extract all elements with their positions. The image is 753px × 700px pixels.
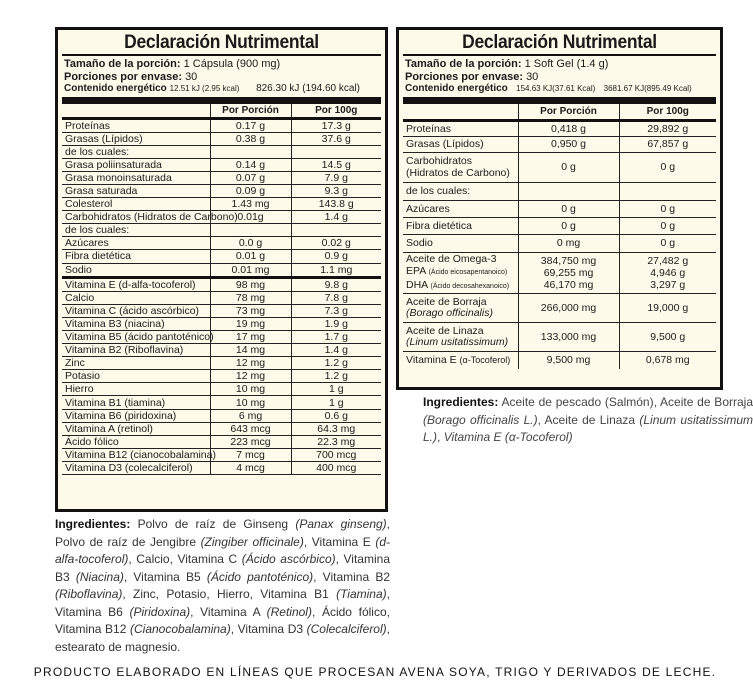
per-portion-value: 0.17 g [210, 118, 291, 132]
table-row [62, 250, 381, 263]
portions-label: Porciones por envase: [64, 70, 182, 83]
nutrient-table-right [403, 104, 716, 370]
per-portion-value: 223 mcg [210, 435, 291, 448]
per-portion-value: 0 g [518, 200, 619, 217]
nutrient-name: DHA [406, 278, 428, 291]
table-row [403, 234, 716, 252]
per-100g-value: 1.2 g [291, 370, 381, 383]
table-row [62, 304, 381, 317]
per-100g-value: 9.8 g [291, 277, 381, 291]
per-portion-value: 643 mcg [210, 422, 291, 435]
col-header-100g: Por 100g [619, 104, 716, 121]
per-100g-value: 1 g [291, 396, 381, 409]
energy-100g: 826.30 kJ (194.60 kcal) [256, 83, 361, 94]
per-100g-value: 0.02 g [291, 237, 381, 250]
per-100g-value: 67,857 g [619, 136, 716, 152]
portions-value: 30 [185, 70, 198, 83]
per-100g-value: 0 g [619, 152, 716, 182]
per-100g-value: 9,500 g [619, 322, 716, 351]
table-row [62, 263, 381, 277]
serving-value: 1 Cápsula (900 mg) [183, 58, 281, 70]
ingredients-segment: , Ácido fólico, Vitamina B12 [55, 604, 390, 636]
table-row [62, 145, 381, 158]
per-portion-value [210, 224, 291, 237]
per-portion-value [210, 145, 291, 158]
serving-label: Tamaño de la porción: [64, 58, 181, 70]
ingredients-segment: , Vitamina E [303, 534, 376, 549]
nutrient-name: Vitamina B6 (piridoxina) [62, 409, 210, 422]
per-portion-value: 0.14 g [210, 158, 291, 171]
ingredients-segment: , [437, 430, 444, 444]
table-row [62, 132, 381, 145]
portions-label: Porciones por envase: [405, 70, 523, 83]
table-row [62, 237, 381, 250]
per-100g-value: 400 mcg [291, 461, 381, 474]
per-100g-value: 1.4 g [291, 344, 381, 357]
per-100g-value: 0.6 g [291, 409, 381, 422]
per-100g-value: 7.8 g [291, 291, 381, 304]
table-row [62, 331, 381, 344]
nutrient-name: Vitamina B1 (tiamina) [62, 396, 210, 409]
serving-label: Tamaño de la porción: [405, 58, 522, 70]
energy-label: Contenido energético [64, 83, 167, 94]
per-portion-value: 0,418 g [518, 120, 619, 136]
table-body [62, 118, 381, 475]
per-100g-value: 3,297 g [650, 278, 686, 291]
per-100g-value: 0,678 mg [619, 351, 716, 369]
table-body [403, 120, 716, 369]
nutrient-name: Vitamina B5 (ácido pantoténico) [62, 331, 210, 344]
per-portion-value: 17 mg [210, 331, 291, 344]
per-portion-value: 6 mg [210, 409, 291, 422]
per-portion-value: 7 mcg [210, 448, 291, 461]
per-100g-value: 27,482 g [647, 254, 689, 267]
ingredients-segment: (Riboflavina) [55, 587, 123, 601]
nutrient-name: Sodio [403, 234, 518, 252]
per-100g-value: 37.6 g [291, 132, 381, 145]
table-row [403, 136, 716, 152]
per-100g-value: 9.3 g [291, 184, 381, 197]
nutrient-name: Hierro [62, 383, 210, 396]
nutrient-name: Vitamina E [406, 354, 457, 367]
nutrient-name: Vitamina B2 (Riboflavina) [62, 344, 210, 357]
nutrient-table-left [62, 104, 381, 476]
nutrient-name: Sodio [62, 263, 210, 277]
per-portion-value: 73 mg [210, 304, 291, 317]
table-row [403, 152, 716, 182]
ingredients-segment: , estearato de magnesio. [55, 622, 390, 654]
per-portion-value: 0 g [518, 217, 619, 234]
ingredients-segment: (Retinol) [266, 604, 312, 619]
ingredients-segment: (Colecalciferol) [306, 622, 387, 636]
ingredients-segment: (d-alfa-tocoferol) [55, 534, 391, 566]
ingredients-label: Ingredientes: [423, 395, 499, 409]
table-row [62, 158, 381, 171]
table-row [403, 200, 716, 217]
per-100g-value: 700 mcg [291, 448, 381, 461]
table-row [62, 422, 381, 435]
ingredients-segment: (Panax ginseng) [295, 517, 387, 531]
ingredients-segment: , Vitamina B5 [123, 569, 207, 584]
table-row [62, 383, 381, 396]
per-100g-value [291, 145, 381, 158]
table-row [403, 351, 716, 369]
ingredients-segment: Vitamina E (α-Tocoferol) [443, 430, 573, 444]
panel-title: Declaración Nutrimental [124, 32, 319, 53]
ingredients-segment: , Vitamina B6 [55, 587, 390, 619]
nutrient-name: Colesterol [62, 198, 210, 211]
table-row [62, 370, 381, 383]
nutrient-name: Vitamina A (retinol) [62, 422, 210, 435]
panel-title: Declaración Nutrimental [462, 32, 657, 53]
ingredients-segment: , Vitamina B2 [313, 569, 390, 584]
nutrient-name: Potasio [62, 370, 210, 383]
nutrient-name: Calcio [62, 291, 210, 304]
table-header [62, 104, 381, 119]
table-row [62, 277, 381, 291]
per-portion-value: 0.01 mg [210, 263, 291, 277]
per-100g-value: 1.1 mg [291, 263, 381, 277]
ingredients-label: Ingredientes: [55, 517, 131, 531]
per-portion-value: 0.01g [210, 211, 291, 224]
nutrient-name: Grasa saturada [62, 184, 210, 197]
per-portion-value: 98 mg [210, 277, 291, 291]
ingredients-segment: (Linum usitatissimum L.) [423, 412, 753, 444]
nutrient-name: Grasas (Lípidos) [403, 136, 518, 152]
nutrient-subname: (α-Tocoferol) [459, 355, 511, 366]
nutrient-name: Zinc [62, 357, 210, 370]
per-portion-value: 78 mg [210, 291, 291, 304]
thick-divider [62, 97, 381, 104]
table-row [62, 317, 381, 330]
nutrient-name: Vitamina B12 (cianocobalamina) [62, 448, 210, 461]
per-100g-value: 0 g [619, 234, 716, 252]
ingredients-segment: , Vitamina B3 [55, 552, 390, 584]
per-portion-value: 0 mg [518, 234, 619, 252]
portions-value: 30 [526, 70, 539, 83]
nutrient-latin: (Linum usitatissimum) [406, 335, 509, 348]
serving-info [58, 56, 385, 96]
table-row [62, 409, 381, 422]
table-row [62, 211, 381, 224]
per-portion-value: 1.43 mg [210, 198, 291, 211]
nutrient-name: de los cuales: [403, 182, 518, 200]
allergen-footer: PRODUCTO ELABORADO EN LÍNEAS QUE PROCESAN AVENA SOYA, TRIGO Y DERIVADOS DE LECHE. [33, 665, 717, 679]
nutrient-name: Vitamina B3 (niacina) [62, 317, 210, 330]
per-100g-value: 0.9 g [291, 250, 381, 263]
per-100g-value: 0 g [619, 217, 716, 234]
per-portion-value: 9,500 mg [518, 351, 619, 369]
per-100g-value: 1 g [291, 383, 381, 396]
ingredients-segment: Polvo de raíz de Ginseng [130, 517, 296, 531]
nutrient-name: EPA [406, 264, 426, 277]
table-row [62, 357, 381, 370]
ingredients-segment: , Vitamina D3 [230, 622, 307, 636]
table-row [62, 448, 381, 461]
table-row-omega3 [403, 252, 716, 293]
ingredients-segment: , Vitamina A [190, 604, 267, 619]
per-portion-value: 4 mcg [210, 461, 291, 474]
ingredients-segment: , Zinc, Potasio, Hierro, Vitamina B1 [122, 587, 337, 601]
per-portion-value: 10 mg [210, 396, 291, 409]
per-100g-value: 143.8 g [291, 198, 381, 211]
per-portion-value: 0 g [518, 152, 619, 182]
per-100g-value: 0 g [619, 200, 716, 217]
energy-portion: 154.63 KJ(37.61 Kcal) [516, 84, 596, 93]
per-portion-value: 0.07 g [210, 171, 291, 184]
ingredients-segment: (Cianocobalamina) [130, 622, 231, 636]
nutrient-name: Grasa poliinsaturada [62, 158, 210, 171]
per-portion-value: 266,000 mg [518, 293, 619, 322]
per-100g-value: 7.9 g [291, 171, 381, 184]
table-row [62, 118, 381, 132]
table-row [403, 217, 716, 234]
nutrient-name: Carbohidratos (Hidratos de Carbono) [62, 211, 210, 224]
per-100g-value: 1.9 g [291, 317, 381, 330]
energy-label: Contenido energético [405, 83, 508, 94]
col-header-portion: Por Porción [210, 104, 291, 119]
per-portion-value: 0.0 g [210, 237, 291, 250]
table-row [403, 182, 716, 200]
thick-divider [403, 97, 716, 104]
nutrient-name: Carbohidratos (Hidratos de Carbono) [403, 152, 518, 182]
per-100g-value: 7.3 g [291, 304, 381, 317]
per-portion-value: 12 mg [210, 370, 291, 383]
per-100g-value: 17.3 g [291, 118, 381, 132]
ingredients-segment: (Niacina) [75, 569, 124, 584]
table-row [62, 461, 381, 474]
energy-100g: 3681.67 KJ(895.49 Kcal) [603, 84, 692, 93]
nutrition-panel-right [396, 27, 723, 390]
nutrient-name: Fibra dietética [62, 250, 210, 263]
per-100g-value: 64.3 mg [291, 422, 381, 435]
per-100g-value: 1.4 g [291, 211, 381, 224]
table-row [403, 120, 716, 136]
nutrient-name: Grasa monoinsaturada [62, 171, 210, 184]
nutrient-name: de los cuales: [62, 224, 210, 237]
ingredients-segment: (Zingiber officinale) [200, 534, 304, 549]
per-100g-value: 19,000 g [619, 293, 716, 322]
per-100g-value: 22.3 mg [291, 435, 381, 448]
nutrient-name: Aceite de Omega-3 [406, 252, 497, 265]
per-portion-value: 0,950 g [518, 136, 619, 152]
ingredients-segment: , Aceite de Linaza [537, 412, 640, 427]
ingredients-segment: , Calcio, Vitamina C [128, 552, 242, 566]
nutrient-name: Vitamina E (d-alfa-tocoferol) [62, 277, 210, 291]
per-portion-value: 133,000 mg [518, 322, 619, 351]
col-header-portion: Por Porción [518, 104, 619, 121]
table-row [403, 293, 716, 322]
ingredients-left [55, 516, 390, 656]
per-100g-value: 29,892 g [619, 120, 716, 136]
table-header [403, 104, 716, 121]
per-portion-value: 19 mg [210, 317, 291, 330]
per-portion-value: 12 mg [210, 357, 291, 370]
table-row [62, 291, 381, 304]
per-portion-value: 14 mg [210, 344, 291, 357]
nutrient-name: Azúcares [403, 200, 518, 217]
nutrient-name: Ácido fólico [62, 435, 210, 448]
nutrient-name: Vitamina C (ácido ascórbico) [62, 304, 210, 317]
nutrient-name: Proteínas [403, 120, 518, 136]
per-portion-value: 0.01 g [210, 250, 291, 263]
per-portion-value: 46,170 mg [543, 278, 594, 291]
per-portion-value: 69,255 mg [543, 266, 594, 279]
table-row [62, 396, 381, 409]
ingredients-segment: (Ácido pantoténico) [206, 569, 314, 584]
table-row [403, 322, 716, 351]
nutrient-name: Aceite de Borraja [406, 295, 487, 308]
table-row [62, 184, 381, 197]
ingredients-segment: , Polvo de raíz de Jengibre [55, 517, 391, 549]
serving-value: 1 Soft Gel (1.4 g) [524, 58, 609, 70]
table-row [62, 171, 381, 184]
ingredients-segment: (Piridoxina) [129, 604, 191, 619]
ingredients-segment: (Borago officinalis L.) [423, 412, 538, 427]
nutrient-subname: (Ácido decosahexanoico) [430, 282, 510, 290]
per-portion-value: 384,750 mg [540, 254, 597, 267]
energy-portion: 12.51 kJ (2.95 kcal) [169, 84, 240, 93]
table-row [62, 435, 381, 448]
per-100g-value [291, 224, 381, 237]
per-portion-value: 0.38 g [210, 132, 291, 145]
ingredients-segment: Aceite de pescado (Salmón), Aceite de Borraja [498, 395, 753, 409]
nutrient-name: Fibra dietética [403, 217, 518, 234]
nutrient-name: Aceite de Linaza [406, 324, 484, 337]
table-row [62, 224, 381, 237]
per-100g-value: 4,946 g [650, 266, 686, 279]
per-100g-value: 14.5 g [291, 158, 381, 171]
nutrient-name: de los cuales: [62, 145, 210, 158]
table-row [62, 344, 381, 357]
nutrition-panel-left [55, 27, 388, 512]
table-row [62, 198, 381, 211]
nutrient-name: Grasas (Lípidos) [62, 132, 210, 145]
ingredients-text [55, 517, 390, 654]
nutrient-name: Azúcares [62, 237, 210, 250]
per-100g-value: 1.2 g [291, 357, 381, 370]
per-portion-value: 10 mg [210, 383, 291, 396]
nutrient-subname: (Ácido eicosapentanoico) [428, 268, 508, 276]
ingredients-segment: (Ácido ascórbico) [241, 552, 336, 566]
col-header-100g: Por 100g [291, 104, 381, 119]
nutrient-name: Vitamina D3 (colecalciferol) [62, 461, 210, 474]
ingredients-right [423, 394, 753, 447]
nutrient-latin: (Borago officinalis) [406, 306, 493, 319]
ingredients-segment: (Tiamina) [336, 587, 387, 601]
per-portion-value: 0.09 g [210, 184, 291, 197]
serving-info [399, 56, 720, 96]
per-100g-value: 1.7 g [291, 331, 381, 344]
nutrient-name: Proteínas [62, 118, 210, 132]
